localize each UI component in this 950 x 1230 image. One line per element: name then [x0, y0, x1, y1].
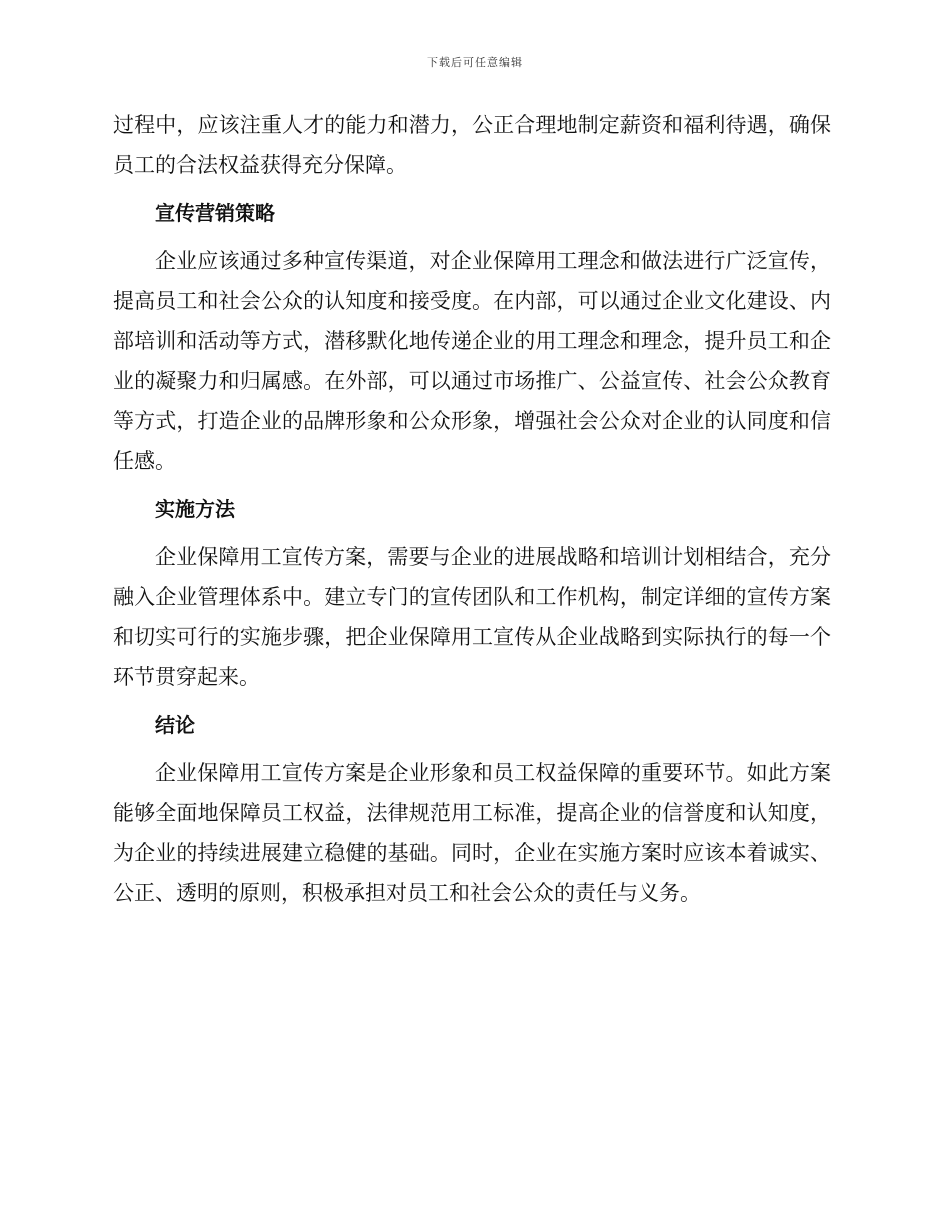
- section-heading-conclusion: 结论: [155, 713, 195, 737]
- section-heading-marketing: 宣传营销策略: [155, 201, 275, 225]
- page-header-watermark: 下载后可任意编辑: [427, 56, 523, 69]
- section-implementation: [113, 495, 831, 697]
- section-heading-implementation: 实施方法: [155, 497, 235, 521]
- section-conclusion: [113, 711, 831, 913]
- intro-paragraph: 过程中，应该注重人才的能力和潜力，公正合理地制定薪资和福利待遇，确保员工的合法权益获得充分保障。: [113, 113, 831, 177]
- section-body-conclusion: 企业保障用工宣传方案是企业形象和员工权益保障的重要环节。如此方案能够全面地保障员工权益，法律规范用工标准，提高企业的信誉度和认知度，为企业的持续进展建立稳健的基础。同时，企业在实施方案时应该本着诚实、公正、透明的原则，积极承担对员工和社会公众的责任与义务。: [113, 761, 831, 905]
- section-marketing: [113, 199, 831, 481]
- section-body-implementation: 企业保障用工宣传方案，需要与企业的进展战略和培训计划相结合，充分融入企业管理体系中。建立专门的宣传团队和工作机构，制定详细的宣传方案和切实可行的实施步骤，把企业保障用工宣传从企业战略到实际执行的每一个环节贯穿起来。: [113, 545, 831, 689]
- document-body: [113, 105, 831, 913]
- section-body-marketing: 企业应该通过多种宣传渠道，对企业保障用工理念和做法进行广泛宣传，提高员工和社会公众的认知度和接受度。在内部，可以通过企业文化建设、内部培训和活动等方式，潜移默化地传递企业的用工理念和理念，提升员工和企业的凝聚力和归属感。在外部，可以通过市场推广、公益宣传、社会公众教育等方式，打造企业的品牌形象和公众形象，增强社会公众对企业的认同度和信任感。: [113, 249, 831, 473]
